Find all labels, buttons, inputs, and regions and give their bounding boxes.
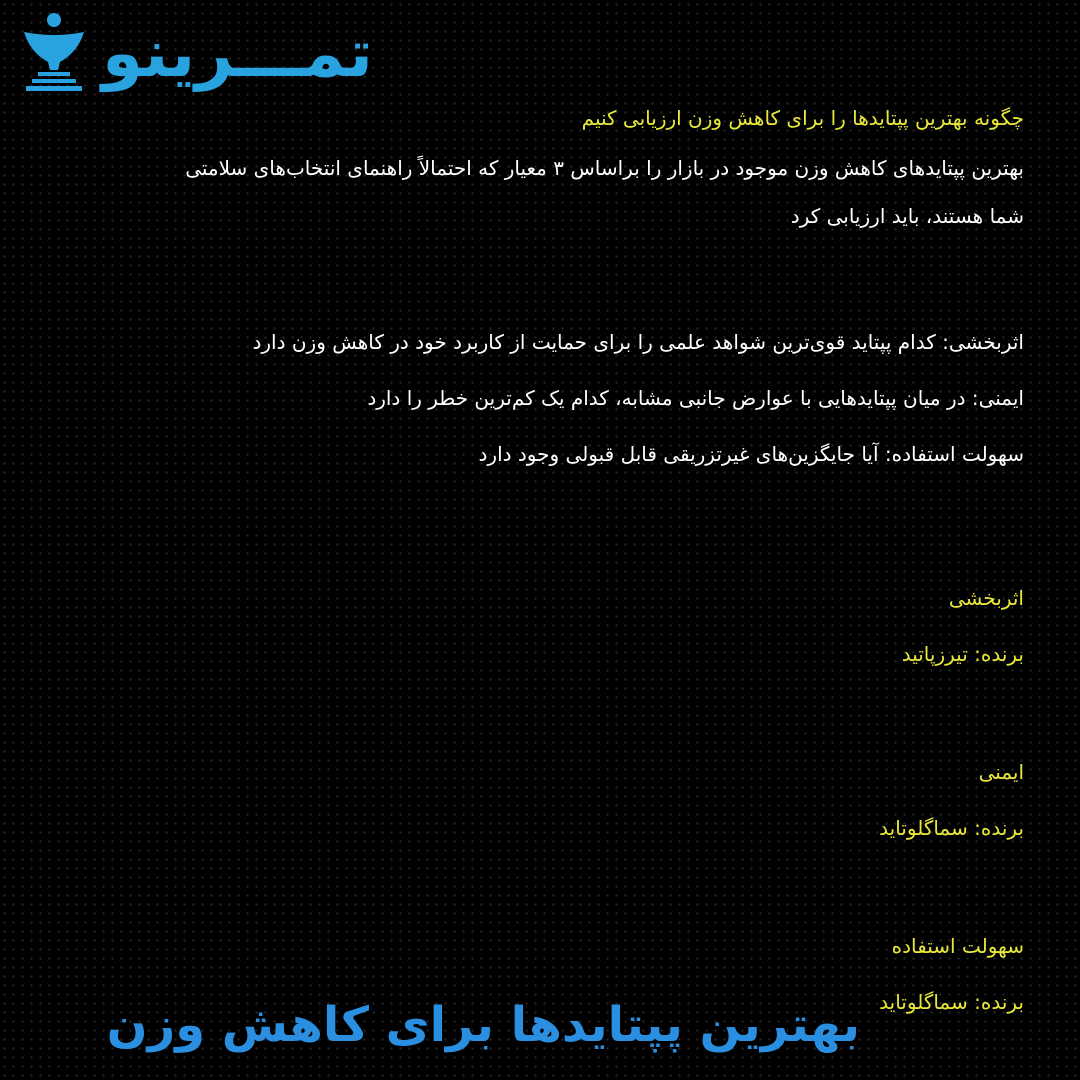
- intro-line-1: بهترین پپتایدهای کاهش وزن موجود در بازار را براساس ۳ معیار که احتمالاً راهنمای انتخاب‌های سلامتی: [185, 156, 1024, 180]
- spacer: [34, 866, 1024, 928]
- spacer: [34, 492, 1024, 580]
- brand-name: تمـــرینو: [102, 15, 373, 92]
- category-winner-ease-of-use: برنده: سماگلوتاید: [879, 990, 1024, 1014]
- article-body: [34, 100, 1024, 1024]
- spacer: [34, 238, 1024, 324]
- brand-logo: [18, 8, 438, 100]
- category-title-effectiveness: اثربخشی: [948, 586, 1024, 610]
- footer-title: بهترین پپتایدها برای کاهش وزن: [106, 997, 860, 1053]
- category-winner-effectiveness: برنده: تیرزپاتید: [901, 642, 1024, 666]
- trophy-cup-icon: [18, 8, 88, 96]
- category-title-safety: ایمنی: [978, 760, 1024, 784]
- intro-line-2: شما هستند، باید ارزیابی کرد: [790, 204, 1024, 228]
- criterion-safety: ایمنی: در میان پپتایدهایی با عوارض جانبی مشابه، کدام یک کم‌ترین خطر را دارد: [367, 386, 1024, 410]
- category-winner-safety: برنده: سماگلوتاید: [879, 816, 1024, 840]
- spacer: [34, 692, 1024, 754]
- criterion-effectiveness: اثربخشی: کدام پپتاید قوی‌ترین شواهد علمی را برای حمایت از کاربرد خود در کاهش وزن دارد: [252, 330, 1024, 354]
- article-heading: چگونه بهترین پپتایدها را برای کاهش وزن ارزیابی کنیم: [581, 106, 1024, 130]
- criterion-ease-of-use: سهولت استفاده: آیا جایگزین‌های غیرتزریقی قابل قبولی وجود دارد: [478, 442, 1024, 466]
- category-title-ease-of-use: سهولت استفاده: [891, 934, 1024, 958]
